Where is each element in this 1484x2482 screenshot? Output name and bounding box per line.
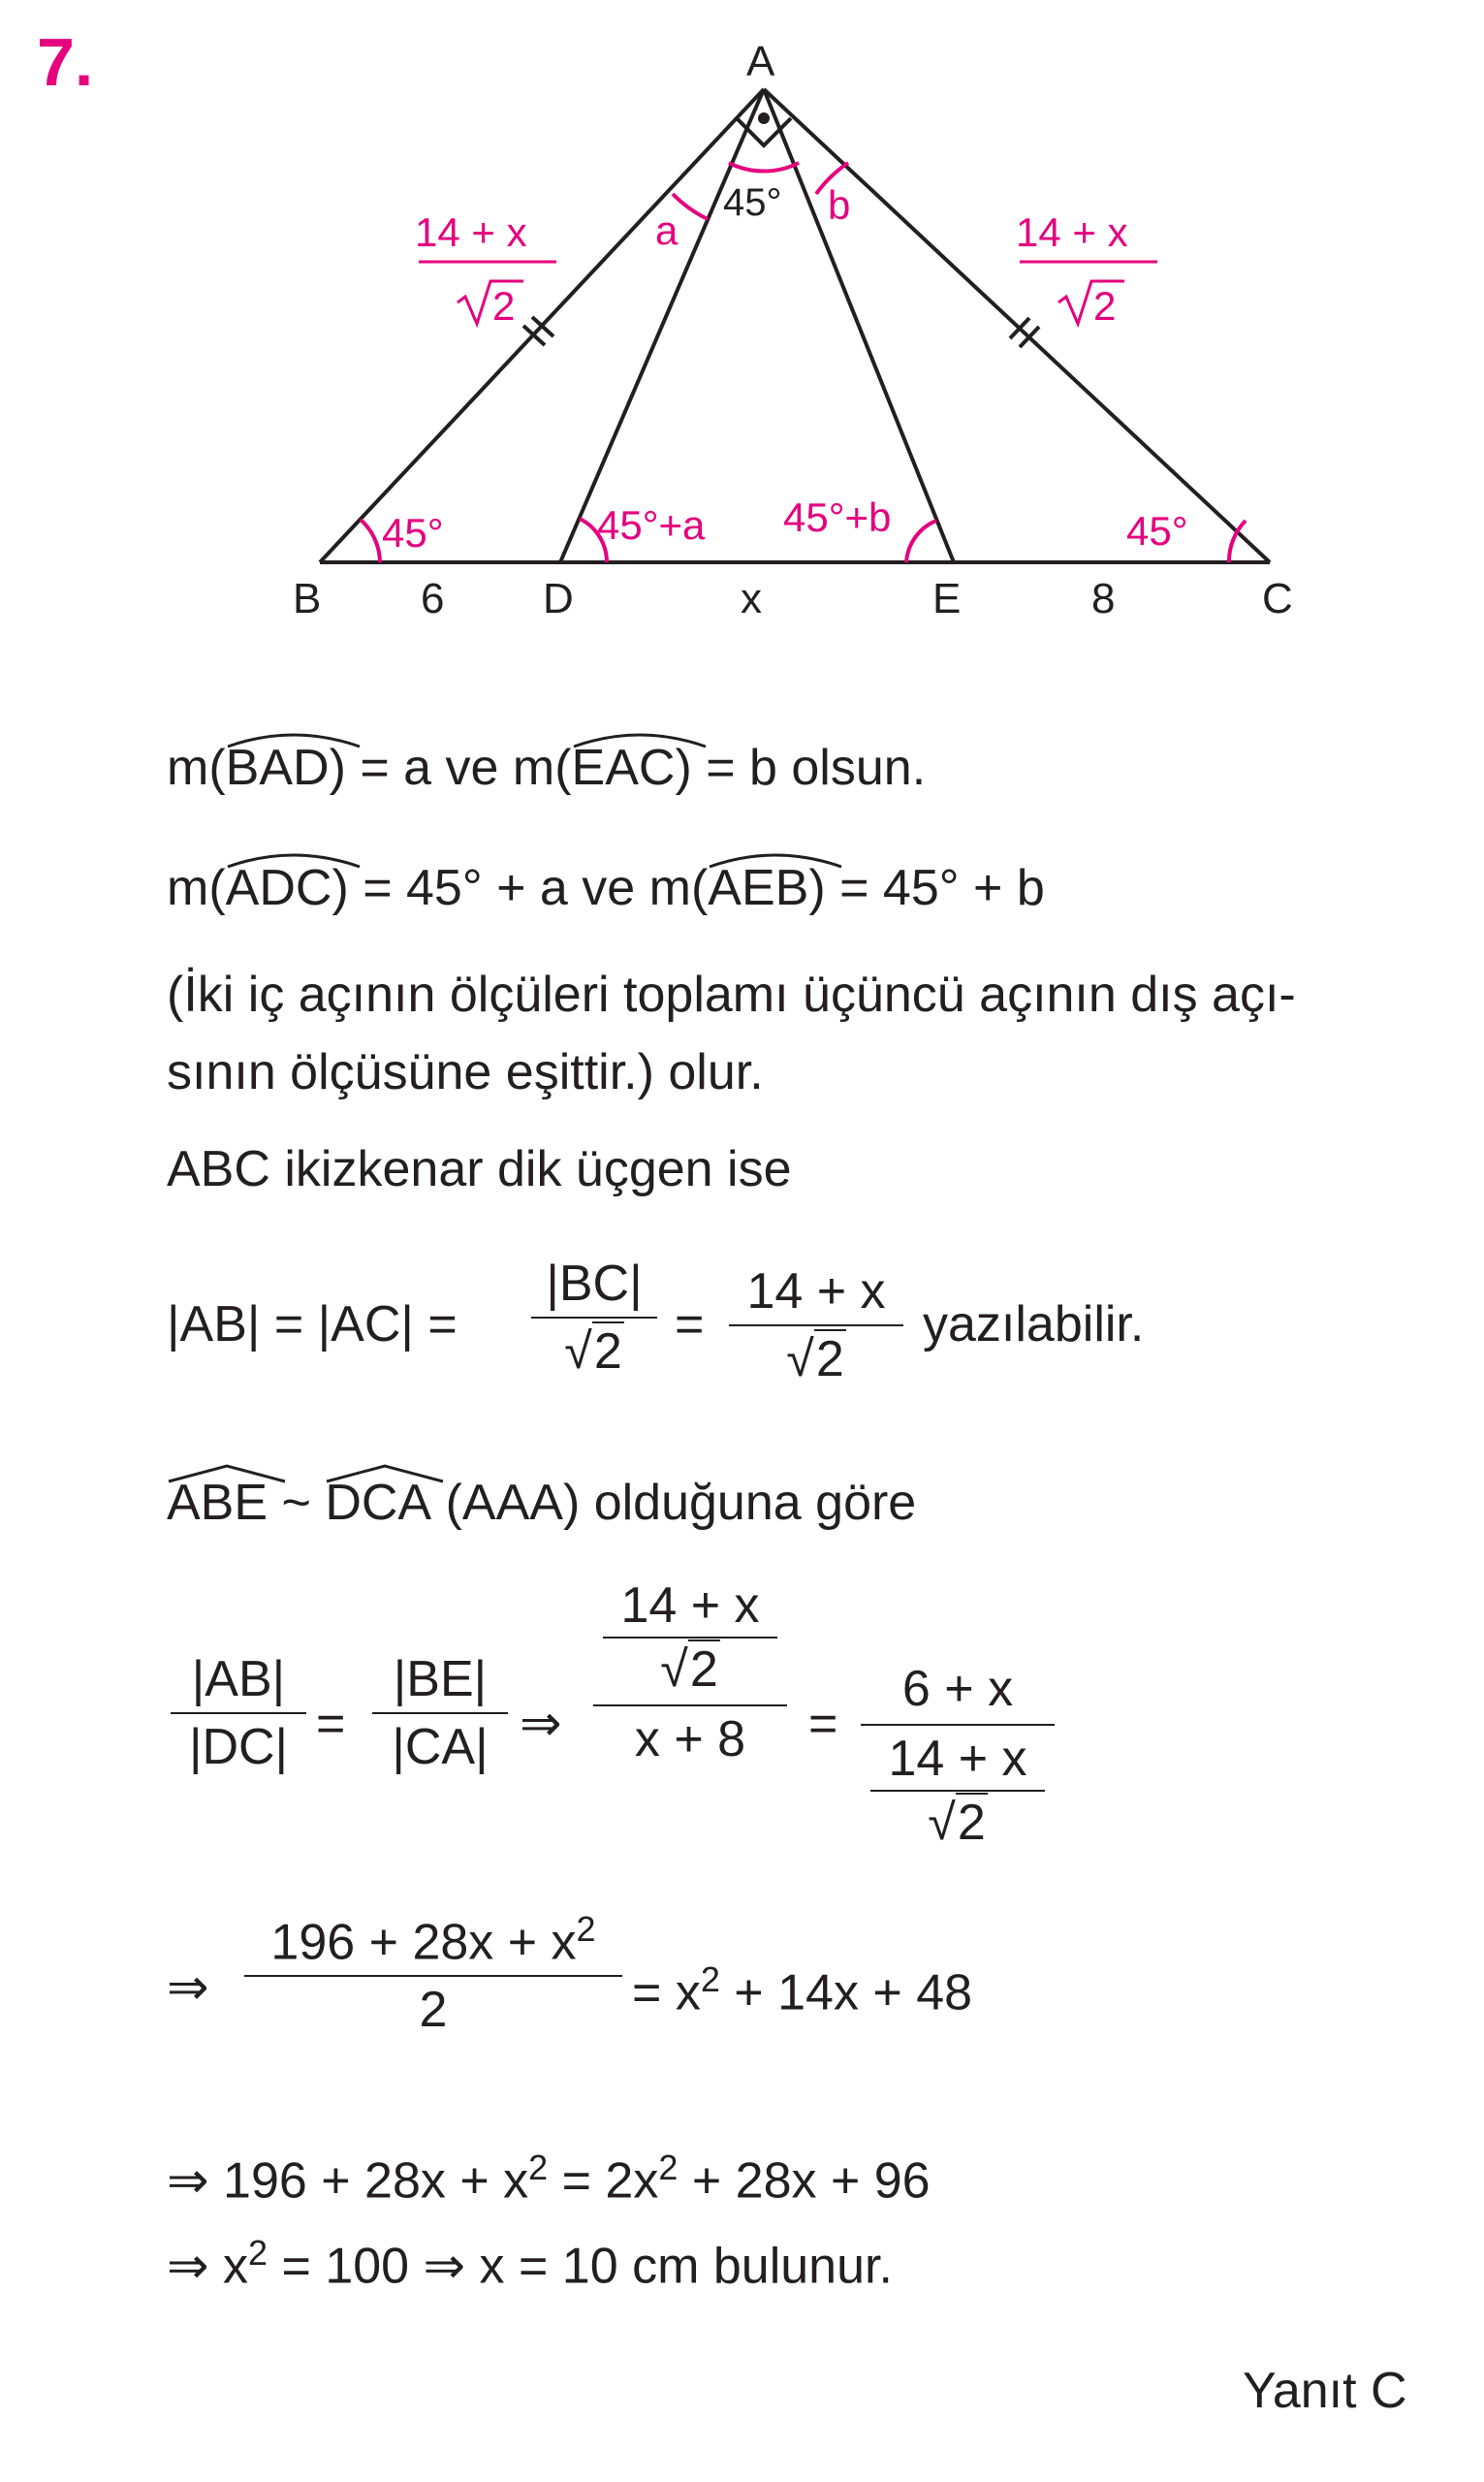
segment-ae — [764, 89, 954, 562]
triangle-figure — [0, 0, 1484, 640]
vertex-d-label: D — [543, 575, 574, 622]
eq1-lhs: |AB| = |AC| = — [167, 1296, 458, 1352]
arc-e — [906, 521, 936, 562]
eq3-arrow: ⇒ — [167, 1959, 209, 2016]
angle-eac: EAC — [572, 743, 676, 793]
answer-label: Yanıt C — [1243, 2363, 1407, 2419]
angle-adc: ADC — [226, 863, 332, 913]
eq1-fraction-1: |BC| √2 — [531, 1258, 657, 1377]
angle-d-label: 45°+a — [597, 502, 706, 548]
angle-a-middle-label: 45° — [723, 181, 782, 224]
solution-line-3: (İki iç açının ölçüleri toplamı üçüncü açının dış açı- — [167, 967, 1296, 1023]
angle-b-label: 45° — [382, 510, 444, 556]
eq1-tail: yazılabilir. — [923, 1296, 1145, 1352]
arc-a-middle — [729, 163, 799, 172]
eq2-fraction-be-ca: |BE| |CA| — [372, 1654, 508, 1772]
solution-line-4: sının ölçüsüne eşittir.) olur. — [167, 1044, 764, 1100]
problem-number: 7. — [37, 24, 94, 100]
eq2-big-fraction-2: 6 + x 14 + x √2 — [861, 1664, 1055, 1848]
eq2-fraction-ab-dc: |AB| |DC| — [171, 1654, 306, 1772]
eq1-equals: = — [675, 1296, 705, 1352]
arc-b — [361, 520, 380, 562]
eq1-fraction-2: 14 + x √2 — [729, 1266, 903, 1384]
angle-e-label: 45°+b — [783, 494, 892, 540]
segment-bd-label: 6 — [421, 575, 445, 622]
segment-ad — [560, 89, 764, 562]
eq5-line: ⇒ $x^2 = 100$ ⇒ x = 10 cm bulunur. — [167, 2233, 893, 2295]
eq3-rhs: = $x^2 + 14x + 48$ — [632, 1959, 973, 2021]
vertex-b-label: B — [293, 575, 322, 622]
triangle-abe: ABE — [167, 1478, 268, 1528]
angle-bad: BAD — [226, 743, 330, 793]
eq2-arrow: ⇒ — [520, 1696, 562, 1752]
similarity-line: ABE ~ DCA (AAA) olduğuna göre — [167, 1478, 916, 1528]
triangle-dca: DCA — [325, 1478, 431, 1528]
angle-aeb: AEB — [708, 863, 808, 913]
side-ab-numerator: 14 + x — [415, 209, 527, 255]
triangle-lines — [320, 89, 1270, 562]
vertex-a-label: A — [746, 38, 775, 85]
eq3-fraction: $196 + 28x + x^2$ 2 — [244, 1912, 622, 2035]
eq2-equals-1: = — [316, 1696, 346, 1752]
side-ac-denominator: 2 — [1093, 283, 1117, 329]
side-ac-fraction — [1016, 209, 1157, 329]
side-ac-numerator: 14 + x — [1016, 209, 1128, 255]
vertex-c-label: C — [1262, 575, 1293, 622]
eq2-big-fraction-1: 14 + x √2 x + 8 — [593, 1580, 787, 1765]
eq2-equals-2: = — [808, 1696, 838, 1752]
side-ab-denominator: 2 — [492, 283, 516, 329]
angle-c-label: 45° — [1126, 508, 1188, 554]
solution-line-2: m( ADC) = 45° + a ve m( AEB) = 45° + b — [167, 863, 1045, 913]
angle-a-label: a — [655, 207, 679, 253]
arc-a — [673, 194, 708, 219]
segment-ec-label: 8 — [1091, 575, 1116, 622]
side-ab-fraction — [415, 209, 556, 329]
eq4-line: ⇒ $196 + 28x + x^2 = 2x^2 + 28x + 96$ — [167, 2148, 931, 2210]
solution-line-5: ABC ikizkenar dik üçgen ise — [167, 1141, 792, 1197]
solution-line-1: m( BAD) = a ve m( EAC) = b olsun. — [167, 743, 926, 793]
vertex-e-label: E — [932, 575, 962, 622]
angle-b-top-label: b — [828, 182, 851, 228]
segment-de-label: x — [741, 575, 762, 622]
right-angle-dot — [758, 112, 770, 124]
side-ac — [764, 89, 1270, 562]
